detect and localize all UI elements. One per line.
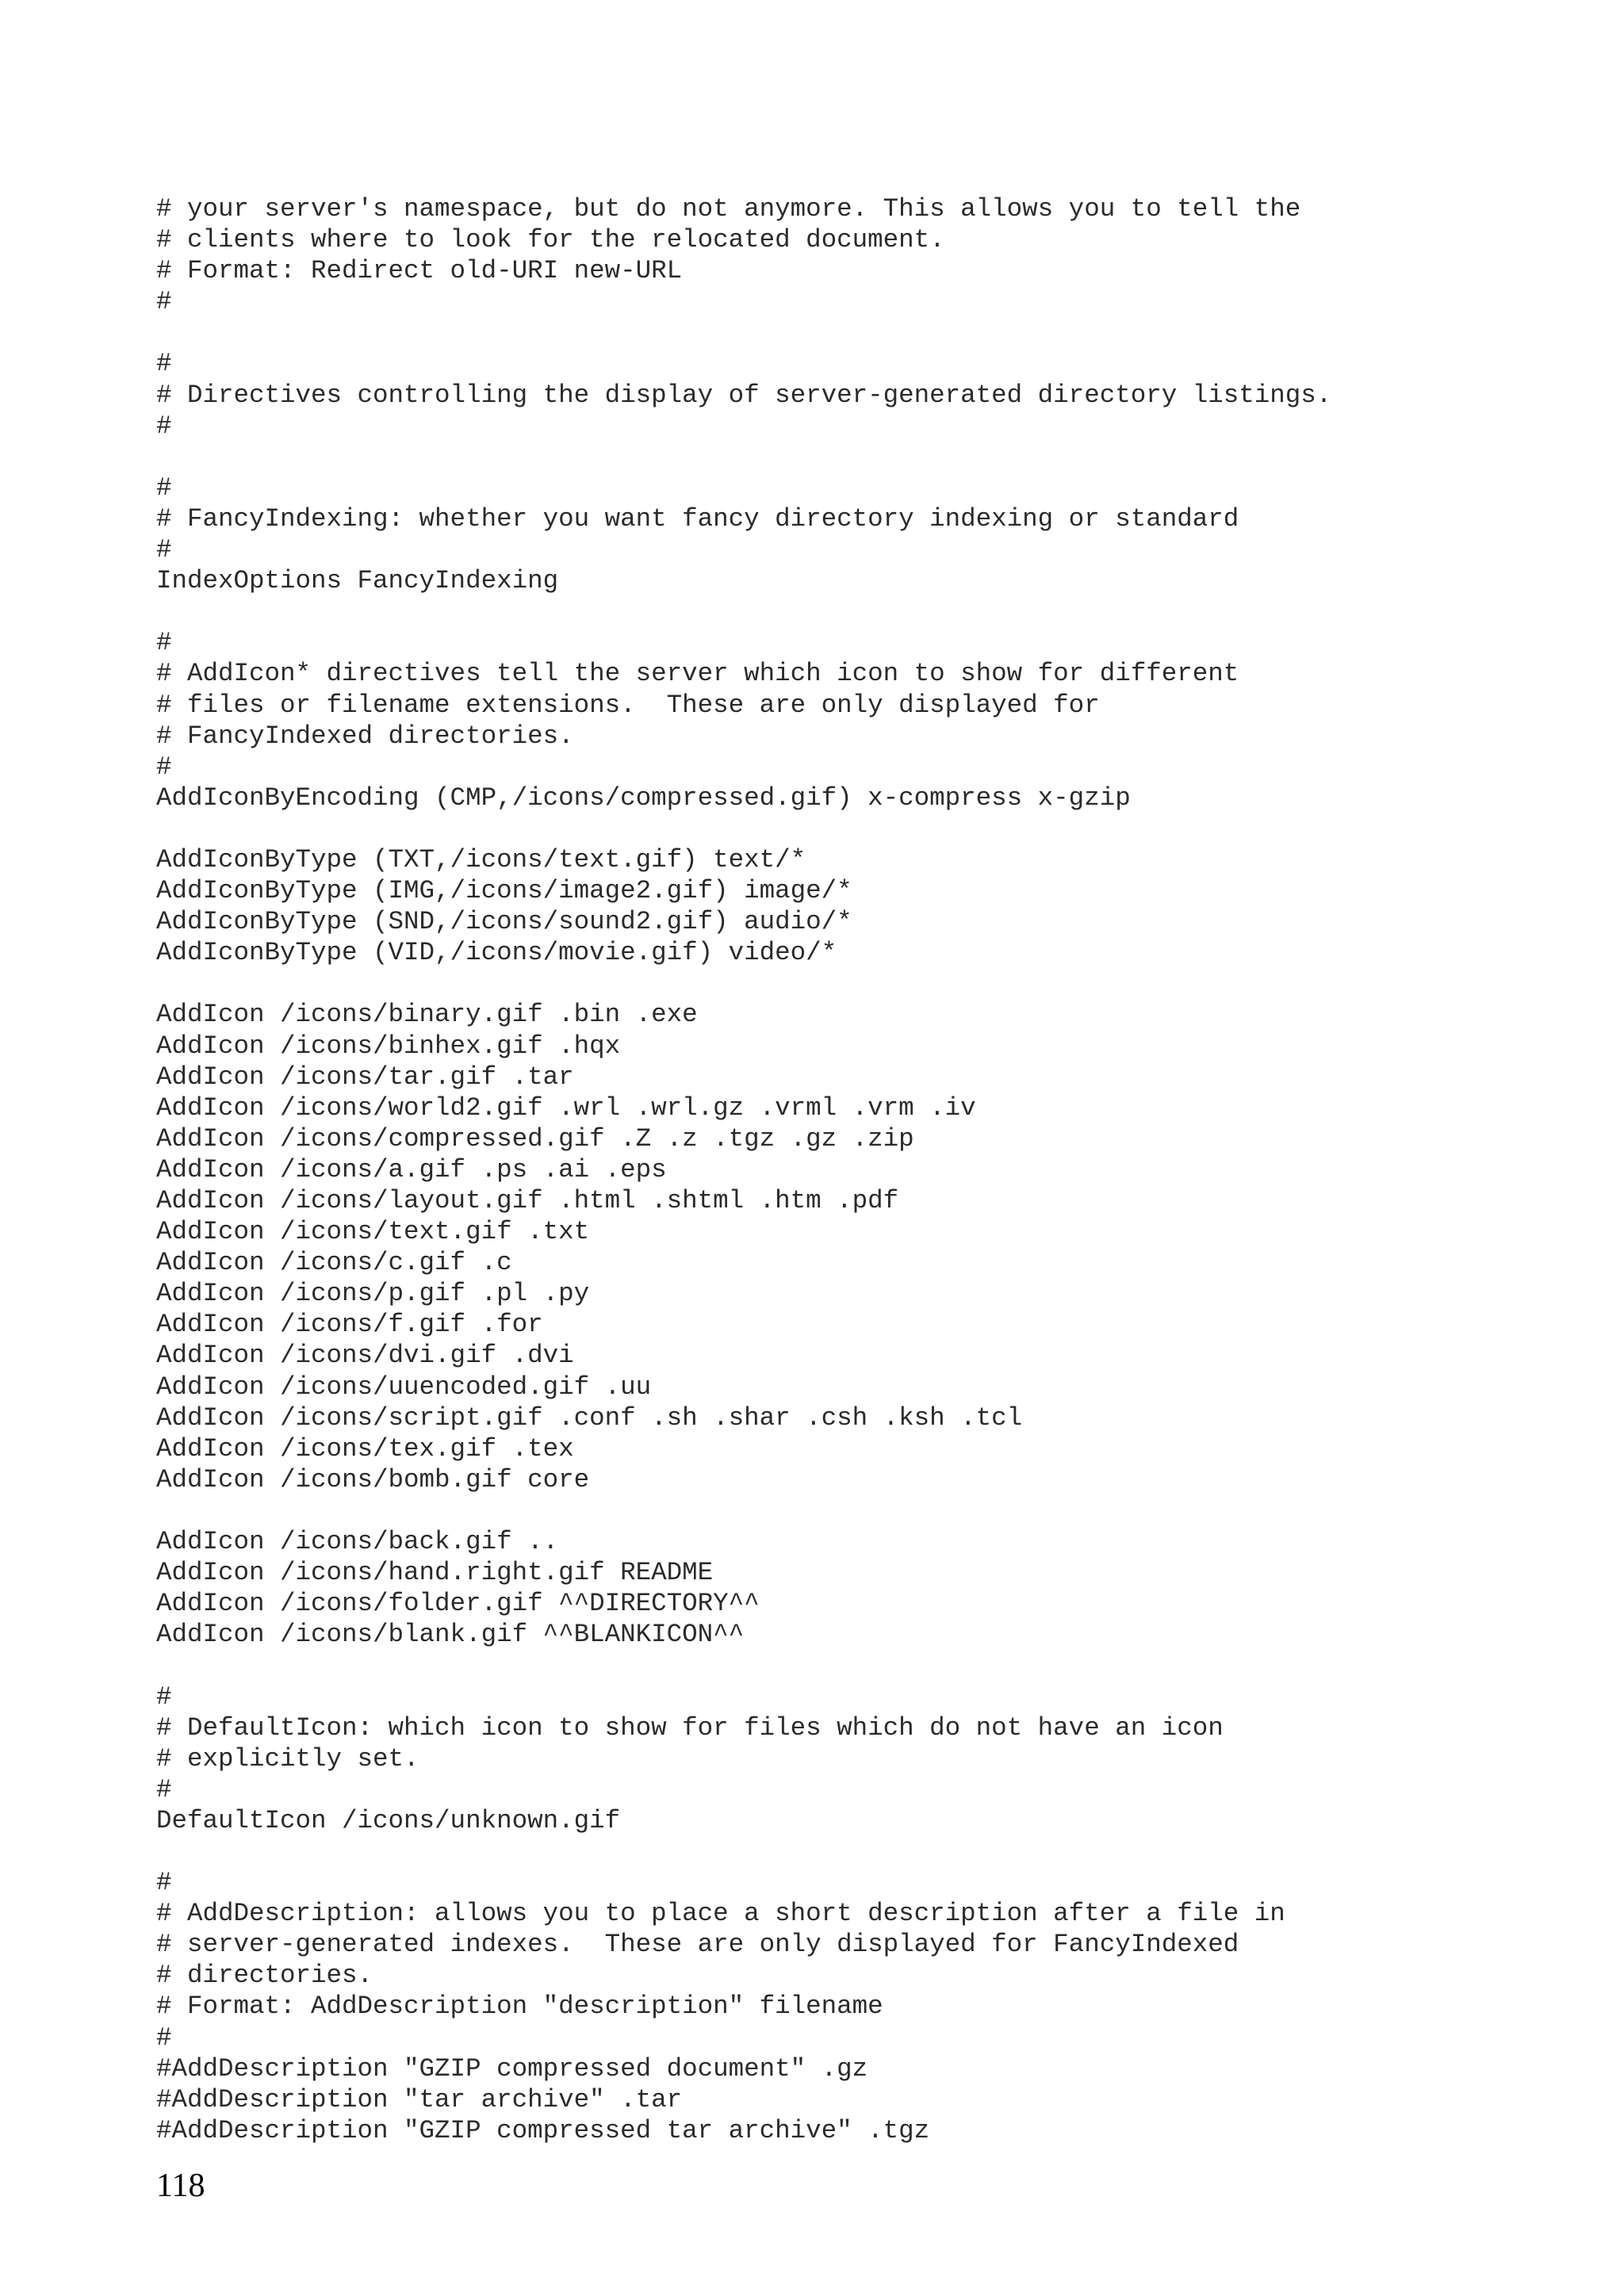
- code-line: # AddIcon* directives tell the server which icon to show for different: [156, 659, 1239, 689]
- code-line: #AddDescription "GZIP compressed document" .gz: [156, 2053, 868, 2084]
- code-line: # Format: Redirect old-URI new-URL: [156, 256, 683, 286]
- code-line: AddIcon /icons/c.gif .c: [156, 1248, 512, 1278]
- code-line: [156, 1836, 1584, 1867]
- code-line: [156, 968, 1584, 999]
- code-line: [156, 1650, 1584, 1681]
- code-line: [156, 317, 1584, 348]
- code-line: # files or filename extensions. These are only displayed for: [156, 690, 1100, 720]
- code-line: AddIcon /icons/blank.gif ^^BLANKICON^^: [156, 1620, 745, 1650]
- code-line: #: [156, 1682, 172, 1712]
- code-line: AddIconByType (IMG,/icons/image2.gif) image/*: [156, 876, 852, 906]
- code-line: # Directives controlling the display of server-generated directory listings.: [156, 380, 1332, 410]
- code-line: AddIcon /icons/a.gif .ps .ai .eps: [156, 1154, 667, 1184]
- code-line: #: [156, 411, 172, 441]
- code-line: AddIcon /icons/tex.gif .tex: [156, 1433, 574, 1464]
- code-line: #: [156, 287, 172, 317]
- code-line: AddIcon /icons/bomb.gif core: [156, 1464, 590, 1494]
- code-line: AddIcon /icons/folder.gif ^^DIRECTORY^^: [156, 1589, 760, 1619]
- code-line: #: [156, 2022, 172, 2053]
- code-line: [156, 442, 1584, 473]
- code-line: # DefaultIcon: which icon to show for files which do not have an icon: [156, 1712, 1224, 1743]
- code-line: AddIcon /icons/dvi.gif .dvi: [156, 1341, 574, 1371]
- code-line: # AddDescription: allows you to place a short description after a file in: [156, 1899, 1285, 1929]
- code-line: # your server's namespace, but do not anymore. This allows you to tell the: [156, 194, 1301, 224]
- code-line: [156, 813, 1584, 844]
- code-line: #: [156, 473, 172, 503]
- code-line: #: [156, 349, 172, 379]
- code-line: AddIcon /icons/text.gif .txt: [156, 1217, 590, 1247]
- code-line: [156, 596, 1584, 627]
- code-line: DefaultIcon /icons/unknown.gif: [156, 1805, 621, 1835]
- code-line: AddIcon /icons/binary.gif .bin .exe: [156, 1000, 698, 1030]
- code-line: AddIcon /icons/uuencoded.gif .uu: [156, 1372, 652, 1402]
- code-line: #: [156, 628, 172, 658]
- code-line: AddIcon /icons/f.gif .for: [156, 1310, 543, 1340]
- code-line: AddIcon /icons/world2.gif .wrl .wrl.gz .vrml .vrm .iv: [156, 1093, 976, 1123]
- code-line: # clients where to look for the relocated document.: [156, 225, 945, 255]
- code-line: AddIcon /icons/p.gif .pl .py: [156, 1279, 590, 1309]
- code-line: # directories.: [156, 1961, 373, 1991]
- code-line: IndexOptions FancyIndexing: [156, 566, 559, 596]
- code-line: [156, 1495, 1584, 1526]
- code-line: #: [156, 1774, 172, 1804]
- code-line: #AddDescription "GZIP compressed tar archive" .tgz: [156, 2115, 930, 2145]
- code-line: #: [156, 1868, 172, 1898]
- code-line: #AddDescription "tar archive" .tar: [156, 2084, 683, 2114]
- code-line: AddIcon /icons/script.gif .conf .sh .shar .csh .ksh .tcl: [156, 1402, 1023, 1433]
- code-line: AddIcon /icons/binhex.gif .hqx: [156, 1031, 621, 1061]
- code-line: #: [156, 535, 172, 565]
- code-line: # FancyIndexing: whether you want fancy directory indexing or standard: [156, 503, 1239, 534]
- code-line: # Format: AddDescription "description" filename: [156, 1992, 883, 2022]
- code-line: #: [156, 752, 172, 782]
- code-line: AddIcon /icons/hand.right.gif README: [156, 1558, 714, 1588]
- code-line: # explicitly set.: [156, 1743, 419, 1774]
- code-line: AddIcon /icons/tar.gif .tar: [156, 1062, 574, 1092]
- code-line: AddIconByEncoding (CMP,/icons/compressed.gif) x-compress x-gzip: [156, 783, 1131, 813]
- page-number: 118: [156, 2168, 205, 2204]
- code-line: AddIconByType (SND,/icons/sound2.gif) audio/*: [156, 907, 852, 937]
- code-line: # server-generated indexes. These are only displayed for FancyIndexed: [156, 1930, 1239, 1960]
- code-line: # FancyIndexed directories.: [156, 721, 574, 751]
- config-code-block: [156, 193, 1584, 2146]
- code-line: AddIcon /icons/layout.gif .html .shtml .htm .pdf: [156, 1186, 899, 1215]
- code-line: AddIconByType (VID,/icons/movie.gif) video/*: [156, 938, 837, 968]
- code-line: AddIcon /icons/back.gif ..: [156, 1527, 559, 1557]
- code-line: AddIconByType (TXT,/icons/text.gif) text/*: [156, 844, 806, 874]
- code-line: AddIcon /icons/compressed.gif .Z .z .tgz .gz .zip: [156, 1123, 914, 1154]
